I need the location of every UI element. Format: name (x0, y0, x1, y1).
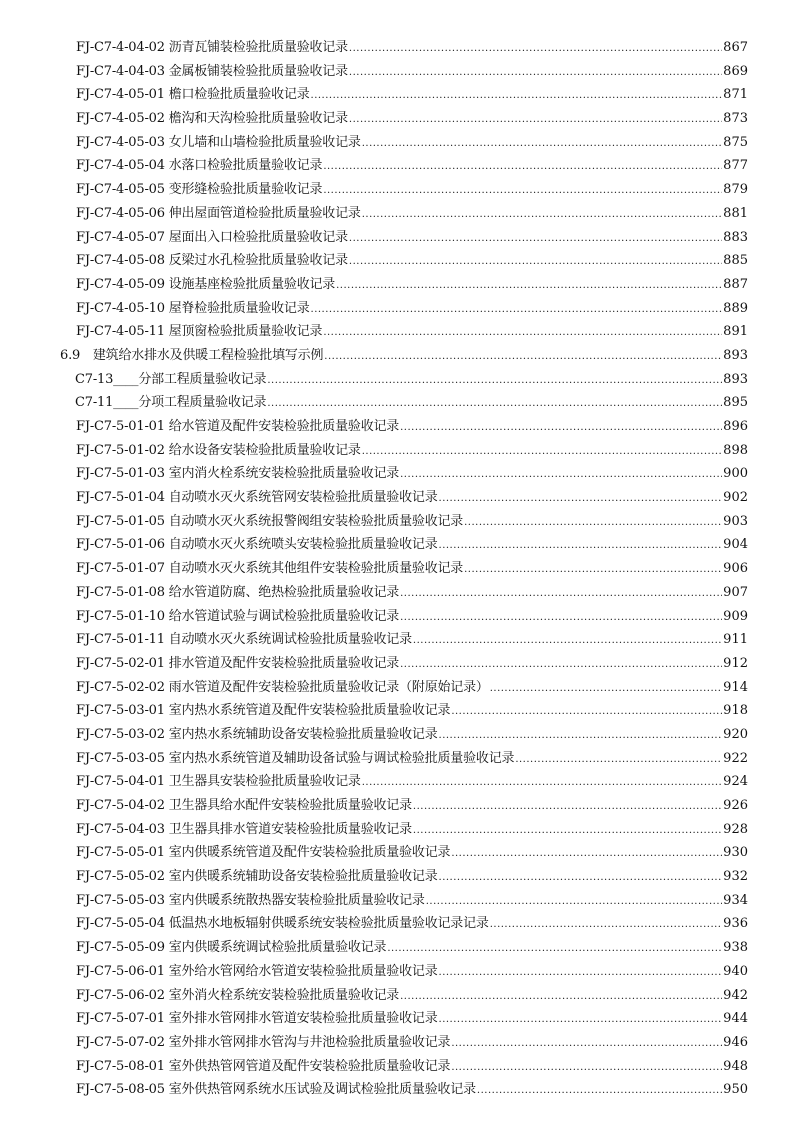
toc-page-number: 903 (723, 513, 748, 529)
toc-page-number: 938 (723, 940, 748, 956)
toc-entry-title: FJ-C7-5-06-02 室外消火栓系统安装检验批质量验收记录 (76, 987, 400, 1003)
dot-leader (515, 748, 722, 772)
toc-page-number: 889 (723, 300, 748, 316)
toc-entry[interactable] (0, 391, 790, 415)
toc-entry[interactable] (0, 557, 790, 581)
toc-entry[interactable] (0, 344, 790, 368)
dot-leader (400, 416, 722, 440)
toc-entry-title: FJ-C7-5-04-02 卫生器具给水配件安装检验批质量验收记录 (76, 798, 412, 813)
dot-leader (400, 653, 722, 677)
toc-page-number: 873 (723, 111, 748, 127)
dot-leader (477, 1079, 722, 1103)
toc-entry[interactable] (0, 818, 790, 842)
toc-entry-title: FJ-C7-5-01-07 自动喷水灭火系统其他组件安装检验批质量验收记录 (76, 561, 464, 577)
toc-page-number: 936 (723, 916, 748, 932)
dot-leader (439, 866, 723, 890)
toc-entry[interactable] (0, 486, 790, 510)
dot-leader (400, 582, 722, 606)
toc-entry[interactable] (0, 297, 790, 321)
toc-entry[interactable] (0, 747, 790, 771)
toc-entry[interactable] (0, 652, 790, 676)
toc-entry[interactable] (0, 794, 790, 818)
dot-leader (324, 345, 722, 369)
toc-entry[interactable] (0, 202, 790, 226)
toc-entry-title: FJ-C7-5-01-01 给水管道及配件安装检验批质量验收记录 (76, 419, 400, 434)
toc-entry[interactable] (0, 249, 790, 273)
dot-leader (400, 463, 722, 487)
toc-entry-title: FJ-C7-4-05-09 设施基座检验批质量验收记录 (76, 276, 336, 292)
toc-page-number: 898 (723, 442, 748, 458)
toc-entry-title: FJ-C7-4-04-02 沥青瓦铺装检验批质量验收记录 (76, 40, 348, 55)
toc-page-number: 946 (723, 1034, 748, 1050)
toc-entry[interactable] (0, 770, 790, 794)
toc-entry[interactable] (0, 83, 790, 107)
toc-entry-title: FJ-C7-5-02-01 排水管道及配件安装检验批质量验收记录 (76, 655, 400, 671)
toc-entry[interactable] (0, 984, 790, 1008)
toc-page-number: 909 (723, 608, 748, 624)
toc-page-number: 907 (723, 584, 748, 600)
toc-page-number: 883 (723, 229, 748, 245)
dot-leader (323, 155, 722, 179)
toc-entry-title: FJ-C7-4-05-03 女儿墙和山墙检验批质量验收记录 (76, 134, 361, 150)
toc-page-number: 904 (723, 537, 748, 553)
toc-page-number: 893 (723, 347, 748, 363)
toc-entry-title: FJ-C7-4-04-03 金属板铺装检验批质量验收记录 (76, 63, 348, 79)
toc-entry-title: C7-11____分项工程质量验收记录 (75, 395, 267, 411)
toc-page-number: 911 (723, 632, 748, 648)
dot-leader (311, 84, 723, 108)
dot-leader (451, 1032, 722, 1056)
dot-leader (387, 937, 722, 961)
toc-entry-title: FJ-C7-5-08-01 室外供热管网管道及配件安装检验批质量验收记录 (76, 1058, 451, 1074)
toc-page-number: 877 (723, 158, 748, 174)
dot-leader (349, 250, 722, 274)
toc-entry-title: FJ-C7-4-05-10 屋脊检验批质量验收记录 (76, 300, 310, 316)
toc-entry[interactable] (0, 889, 790, 913)
toc-page-number: 902 (723, 490, 748, 506)
toc-entry[interactable] (0, 1078, 790, 1102)
toc-entry[interactable] (0, 1031, 790, 1055)
dot-leader (323, 179, 722, 203)
toc-entry-title: FJ-C7-5-05-04 低温热水地板辐射供暖系统安装检验批质量验收记录记录 (76, 916, 489, 932)
toc-entry[interactable] (0, 131, 790, 155)
toc-page-number: 930 (723, 845, 748, 861)
toc-page-number: 914 (723, 679, 748, 695)
dot-leader (267, 392, 722, 416)
toc-page-number: 928 (723, 821, 748, 837)
toc-entry[interactable] (0, 320, 790, 344)
dot-leader (336, 274, 722, 298)
toc-entry-title: FJ-C7-5-05-02 室内供暖系统辅助设备安装检验批质量验收记录 (76, 869, 438, 885)
toc-entry-title: FJ-C7-5-04-01 卫生器具安装检验批质量验收记录 (76, 774, 361, 790)
toc-entry[interactable] (0, 533, 790, 557)
dot-leader (439, 724, 723, 748)
toc-entry[interactable] (0, 462, 790, 486)
toc-entry[interactable] (0, 960, 790, 984)
dot-leader (362, 771, 722, 795)
dot-leader (349, 227, 722, 251)
dot-leader (490, 677, 722, 701)
toc-page-number: 869 (723, 63, 748, 79)
toc-entry-title: FJ-C7-5-05-03 室内供暖系统散热器安装检验批质量验收记录 (76, 892, 425, 908)
toc-page-number: 891 (723, 324, 748, 340)
toc-entry[interactable] (0, 36, 790, 60)
toc-page-number: 900 (723, 466, 748, 482)
toc-entry-title: FJ-C7-5-05-09 室内供暖系统调试检验批质量验收记录 (76, 940, 387, 956)
toc-page-number: 924 (723, 774, 748, 790)
dot-leader (362, 440, 722, 464)
toc-entry[interactable] (0, 60, 790, 84)
toc-page-number: 867 (723, 40, 748, 55)
dot-leader (413, 819, 722, 843)
toc-entry-title: FJ-C7-5-05-01 室内供暖系统管道及配件安装检验批质量验收记录 (76, 845, 451, 861)
toc-page-number: 922 (723, 750, 748, 766)
dot-leader (413, 795, 722, 819)
toc-page-number: 942 (723, 987, 748, 1003)
toc-page-number: 881 (723, 205, 748, 221)
toc-entry-title: FJ-C7-5-03-05 室内热水系统管道及辅助设备试验与调试检验批质量验收记录 (76, 750, 515, 766)
dot-leader (400, 985, 722, 1009)
toc-entry-title: FJ-C7-5-07-02 室外排水管网排水管沟与井池检验批质量验收记录 (76, 1034, 451, 1050)
toc-page-number: 906 (723, 561, 748, 577)
toc-entry-title: FJ-C7-5-01-10 给水管道试验与调试检验批质量验收记录 (76, 608, 400, 624)
toc-page-number: 887 (723, 276, 748, 292)
toc-page-number: 875 (723, 134, 748, 150)
dot-leader (426, 890, 722, 914)
toc-entry-title: FJ-C7-5-01-11 自动喷水灭火系统调试检验批质量验收记录 (76, 632, 412, 648)
toc-entry[interactable] (0, 107, 790, 131)
toc-entry-title: FJ-C7-4-05-07 屋面出入口检验批质量验收记录 (76, 229, 348, 245)
toc-entry[interactable] (0, 273, 790, 297)
toc-entry-title: FJ-C7-5-03-02 室内热水系统辅助设备安装检验批质量验收记录 (76, 726, 438, 742)
dot-leader (349, 61, 722, 85)
dot-leader (464, 511, 722, 535)
dot-leader (311, 298, 723, 322)
toc-page-number: 893 (723, 371, 748, 387)
toc-entry-title: FJ-C7-5-03-01 室内热水系统管道及配件安装检验批质量验收记录 (76, 703, 451, 719)
toc-page-number: 940 (723, 963, 748, 979)
toc-page-number: 885 (723, 253, 748, 269)
toc-page-number: 948 (723, 1058, 748, 1074)
toc-entry[interactable] (0, 581, 790, 605)
toc-entry[interactable] (0, 368, 790, 392)
table-of-contents (0, 36, 790, 1102)
toc-page-number: 934 (723, 892, 748, 908)
toc-entry-title: FJ-C7-4-05-04 水落口检验批质量验收记录 (76, 158, 323, 174)
toc-entry[interactable] (0, 699, 790, 723)
dot-leader (464, 558, 722, 582)
toc-page-number: 871 (723, 87, 748, 103)
toc-page-number: 944 (723, 1011, 748, 1027)
dot-leader (349, 37, 722, 61)
toc-entry-title: FJ-C7-4-05-08 反梁过水孔检验批质量验收记录 (76, 253, 348, 269)
toc-entry-title: FJ-C7-5-01-06 自动喷水灭火系统喷头安装检验批质量验收记录 (76, 537, 438, 553)
toc-page-number: 896 (723, 419, 748, 434)
toc-entry-title: FJ-C7-4-05-05 变形缝检验批质量验收记录 (76, 182, 323, 198)
toc-page-number: 918 (723, 703, 748, 719)
toc-entry-title: FJ-C7-5-01-08 给水管道防腐、绝热检验批质量验收记录 (76, 584, 400, 600)
toc-entry[interactable] (0, 676, 790, 700)
toc-entry-title: FJ-C7-4-05-02 檐沟和天沟检验批质量验收记录 (76, 111, 348, 127)
toc-page-number: 932 (723, 869, 748, 885)
toc-entry-title: C7-13____分部工程质量验收记录 (75, 371, 267, 387)
toc-entry[interactable] (0, 723, 790, 747)
toc-entry-title: FJ-C7-5-01-03 室内消火栓系统安装检验批质量验收记录 (76, 466, 400, 482)
toc-entry[interactable] (0, 415, 790, 439)
toc-entry-title: FJ-C7-5-07-01 室外排水管网排水管道安装检验批质量验收记录 (76, 1011, 438, 1027)
toc-page-number: 879 (723, 182, 748, 198)
toc-entry[interactable] (0, 912, 790, 936)
toc-entry[interactable] (0, 628, 790, 652)
dot-leader (439, 961, 723, 985)
toc-page-number: 920 (723, 726, 748, 742)
dot-leader (439, 534, 723, 558)
toc-page-number: 950 (723, 1082, 748, 1098)
toc-entry-title: FJ-C7-4-05-11 屋顶窗检验批质量验收记录 (76, 324, 323, 340)
dot-leader (400, 606, 722, 630)
toc-entry-title: FJ-C7-5-08-05 室外供热管网系统水压试验及调试检验批质量验收记录 (76, 1082, 476, 1098)
toc-entry[interactable] (0, 154, 790, 178)
toc-page-number: 895 (723, 395, 748, 411)
toc-entry[interactable] (0, 226, 790, 250)
dot-leader (349, 108, 722, 132)
toc-entry-title: FJ-C7-5-01-04 自动喷水灭火系统管网安装检验批质量验收记录 (76, 490, 438, 506)
dot-leader (413, 629, 722, 653)
dot-leader (267, 369, 722, 393)
dot-leader (362, 132, 722, 156)
toc-entry-title: FJ-C7-5-06-01 室外给水管网给水管道安装检验批质量验收记录 (76, 963, 438, 979)
toc-entry[interactable] (0, 510, 790, 534)
toc-entry[interactable] (0, 1007, 790, 1031)
toc-entry-title: FJ-C7-5-02-02 雨水管道及配件安装检验批质量验收记录（附原始记录） (76, 679, 489, 695)
dot-leader (439, 487, 723, 511)
dot-leader (323, 321, 722, 345)
dot-leader (439, 1008, 723, 1032)
dot-leader (490, 913, 722, 937)
toc-entry-title: FJ-C7-5-01-02 给水设备安装检验批质量验收记录 (76, 442, 361, 458)
toc-entry-title: 6.9 建筑给水排水及供暖工程检验批填写示例 (60, 347, 324, 363)
toc-entry-title: FJ-C7-4-05-06 伸出屋面管道检验批质量验收记录 (76, 205, 361, 221)
toc-entry[interactable] (0, 1055, 790, 1079)
dot-leader (451, 700, 722, 724)
toc-entry[interactable] (0, 936, 790, 960)
toc-entry-title: FJ-C7-5-01-05 自动喷水灭火系统报警阀组安装检验批质量验收记录 (76, 513, 464, 529)
toc-entry[interactable] (0, 605, 790, 629)
toc-entry-title: FJ-C7-4-05-01 檐口检验批质量验收记录 (76, 87, 310, 103)
toc-page-number: 912 (723, 655, 748, 671)
dot-leader (451, 1056, 722, 1080)
toc-entry-title: FJ-C7-5-04-03 卫生器具排水管道安装检验批质量验收记录 (76, 821, 412, 837)
dot-leader (362, 203, 722, 227)
toc-entry[interactable] (0, 865, 790, 889)
toc-page-number: 926 (723, 798, 748, 813)
dot-leader (451, 842, 722, 866)
toc-entry[interactable] (0, 841, 790, 865)
toc-entry[interactable] (0, 439, 790, 463)
toc-entry[interactable] (0, 178, 790, 202)
